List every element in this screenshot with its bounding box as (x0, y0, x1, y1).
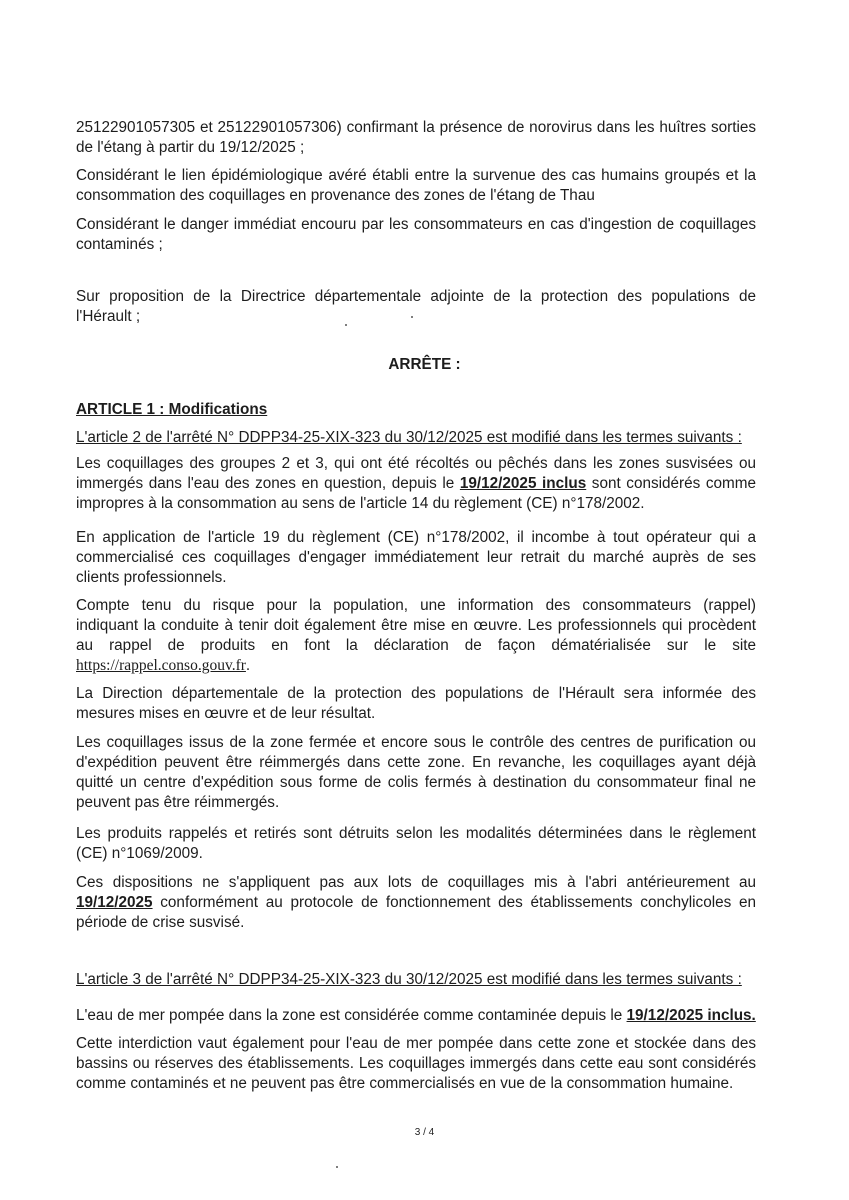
scan-speck (336, 1166, 338, 1168)
article-1-paragraph-5: Les coquillages issus de la zone fermée et encore sous le contrôle des centres de purification ou d'expédition peuvent être réimmergés dans cette zone. En revanche, les coquillages ayant déjà quitté un centre d'expédition sous forme de colis fermés à destination du consommateur final ne peuvent pas être réimmergés. (76, 734, 756, 811)
article-3-paragraph-1: L'eau de mer pompée dans la zone est considérée comme contaminée depuis le 19/12/2025 inclus. (76, 1007, 756, 1024)
article-1-paragraph-1: Les coquillages des groupes 2 et 3, qui ont été récoltés ou pêchés dans les zones susvisées ou immergés dans l'eau des zones en question, depuis le 19/12/2025 inclus sont considérés comme impropres à la consommation au sens de l'article 14 du règlement (CE) n°178/2002. (76, 455, 756, 512)
intro-paragraph-3: Considérant le danger immédiat encouru par les consommateurs en cas d'ingestion de coquillages contaminés ; (76, 216, 756, 253)
page-number: 3 / 4 (414, 1127, 435, 1138)
arrete-title: ARRÊTE : (388, 356, 461, 373)
article-1-paragraph-2: En application de l'article 19 du règlement (CE) n°178/2002, il incombe à tout opérateur qui a commercialisé ces coquillages d'engager immédiatement leur retrait du marché auprès de ses clients professionnels. (76, 529, 756, 586)
date-19-12-2025: 19/12/2025 (76, 894, 153, 911)
article-1-title: ARTICLE 1 : Modifications (76, 401, 268, 418)
article-1-paragraph-7: Ces dispositions ne s'appliquent pas aux lots de coquillages mis à l'abri antérieurement au 19/12/2025 conformément au protocole de fonctionnement des établissements conchylicoles en période de crise susvisé. (76, 874, 756, 931)
rappel-conso-link[interactable]: https://rappel.conso.gouv.fr (76, 657, 246, 674)
date-19-12-2025-inclus: 19/12/2025 inclus (459, 475, 587, 492)
intro-paragraph-2: Considérant le lien épidémiologique avéré établi entre la survenue des cas humains groupés et la consommation des coquillages en provenance des zones de l'étang de Thau (76, 167, 756, 204)
scan-speck (345, 324, 347, 326)
article-1-subheading: L'article 2 de l'arrêté N° DDPP34-25-XIX-323 du 30/12/2025 est modifié dans les termes suivants : (76, 429, 742, 446)
article-3-paragraph-2: Cette interdiction vaut également pour l'eau de mer pompée dans cette zone et stockée dans des bassins ou réserves des établissements. Les coquillages immergés dans cette eau sont considérés comme contaminés et ne peuvent pas être commercialisés en vue de la consommation humaine. (76, 1035, 756, 1092)
article-1-paragraph-6: Les produits rappelés et retirés sont détruits selon les modalités déterminées dans le règlement (CE) n°1069/2009. (76, 825, 756, 862)
intro-paragraph-4: Sur proposition de la Directrice départementale adjointe de la protection des populations de l'Hérault ; (76, 288, 756, 325)
article-1-paragraph-3: Compte tenu du risque pour la population, une information des consommateurs (rappel) indiquant la conduite à tenir doit également être mise en œuvre. Les professionnels qui procèdent au rappel de produits en font la déclaration de façon dématérialisée sur le site https://rappel.conso.gouv.fr. (76, 597, 756, 674)
article-3-subheading: L'article 3 de l'arrêté N° DDPP34-25-XIX-323 du 30/12/2025 est modifié dans les termes suivants : (76, 971, 742, 988)
scan-speck (411, 316, 413, 318)
intro-paragraph-1: 25122901057305 et 25122901057306) confirmant la présence de norovirus dans les huîtres sorties de l'étang à partir du 19/12/2025 ; (76, 119, 756, 156)
date-19-12-2025-inclus-2: 19/12/2025 inclus. (626, 1007, 756, 1024)
article-1-paragraph-4: La Direction départementale de la protection des populations de l'Hérault sera informée des mesures mises en œuvre et de leur résultat. (76, 685, 756, 722)
